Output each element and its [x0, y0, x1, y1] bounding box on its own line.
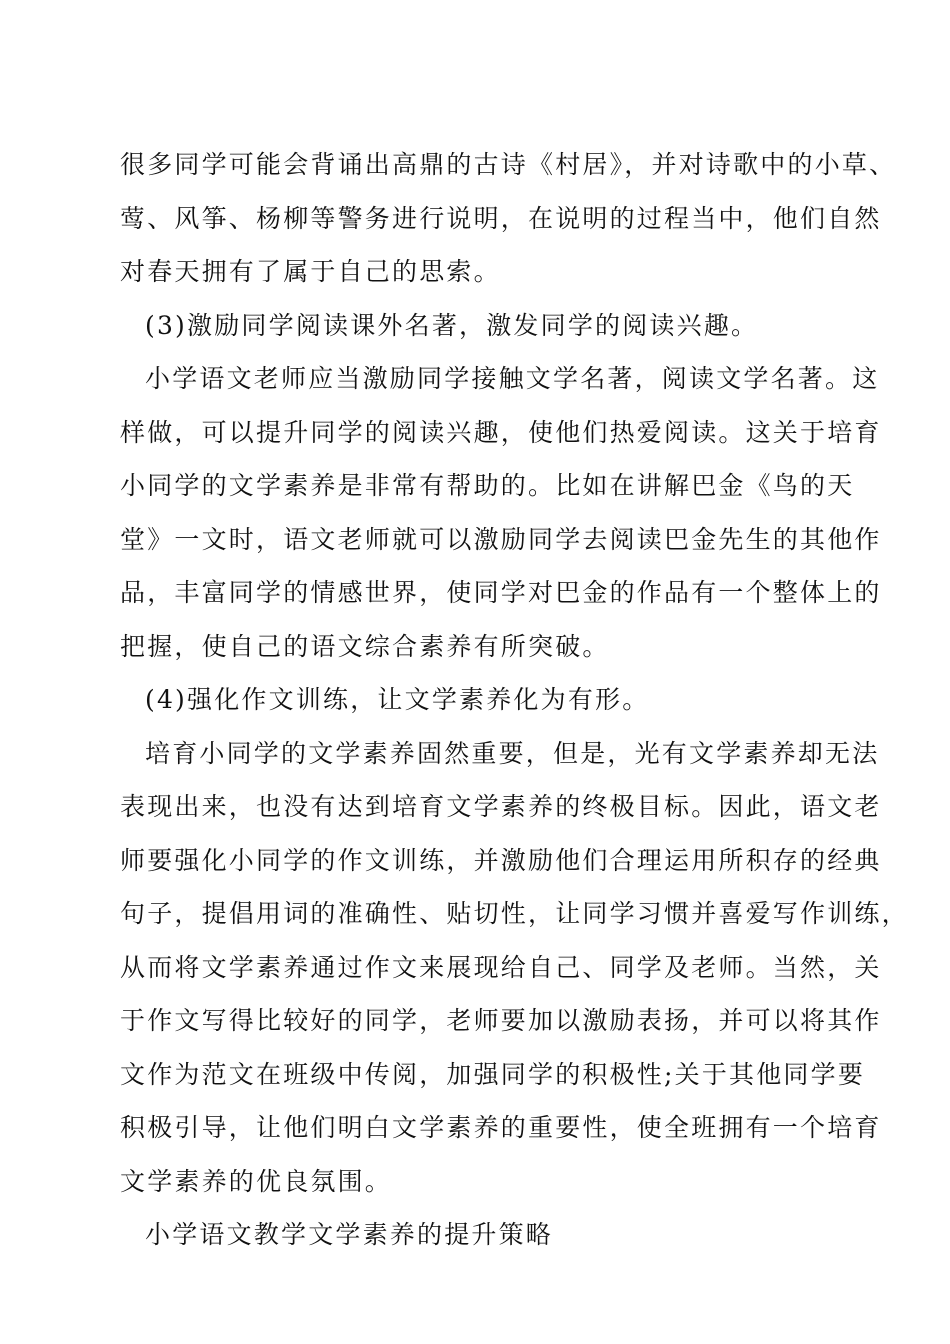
- text-line: 培育小同学的文学素养固然重要，但是，光有文学素养却无法: [145, 739, 880, 768]
- text-line: 堂》一文时，语文老师就可以激励同学去阅读巴金先生的其他作: [120, 525, 882, 554]
- text-line: 积极引导，让他们明白文学素养的重要性，使全班拥有一个培育: [120, 1113, 882, 1142]
- text-line: 莺、风筝、杨柳等警务进行说明，在说明的过程当中，他们自然: [120, 204, 882, 233]
- text-line: 文作为范文在班级中传阅，加强同学的积极性;关于其他同学要: [120, 1060, 866, 1089]
- text-line: 于作文写得比较好的同学，老师要加以激励表扬，并可以将其作: [120, 1006, 882, 1035]
- text-line: 小同学的文学素养是非常有帮助的。比如在讲解巴金《鸟的天: [120, 471, 855, 500]
- text-line: 文学素养的优良氛围。: [120, 1167, 393, 1196]
- text-line: 把握，使自己的语文综合素养有所突破。: [120, 632, 610, 661]
- text-line: (4)强化作文训练，让文学素养化为有形。: [145, 685, 650, 714]
- text-line: 师要强化小同学的作文训练，并激励他们合理运用所积存的经典: [120, 846, 882, 875]
- text-line: 句子，提倡用词的准确性、贴切性，让同学习惯并喜爱写作训练，: [120, 899, 909, 928]
- text-line: 很多同学可能会背诵出高鼎的古诗《村居》，并对诗歌中的小草、: [120, 150, 897, 179]
- text-line: 对春天拥有了属于自己的思索。: [120, 257, 501, 286]
- text-line: 样做，可以提升同学的阅读兴趣，使他们热爱阅读。这关于培育: [120, 418, 882, 447]
- section-heading: 小学语文教学文学素养的提升策略: [145, 1220, 554, 1249]
- text-line: 品，丰富同学的情感世界，使同学对巴金的作品有一个整体上的: [120, 578, 882, 607]
- text-line: (3)激励同学阅读课外名著，激发同学的阅读兴趣。: [145, 311, 759, 340]
- text-line: 从而将文学素养通过作文来展现给自己、同学及老师。当然，关: [120, 953, 882, 982]
- text-line: 小学语文老师应当激励同学接触文学名著，阅读文学名著。这: [145, 364, 880, 393]
- text-line: 表现出来，也没有达到培育文学素养的终极目标。因此，语文老: [120, 792, 882, 821]
